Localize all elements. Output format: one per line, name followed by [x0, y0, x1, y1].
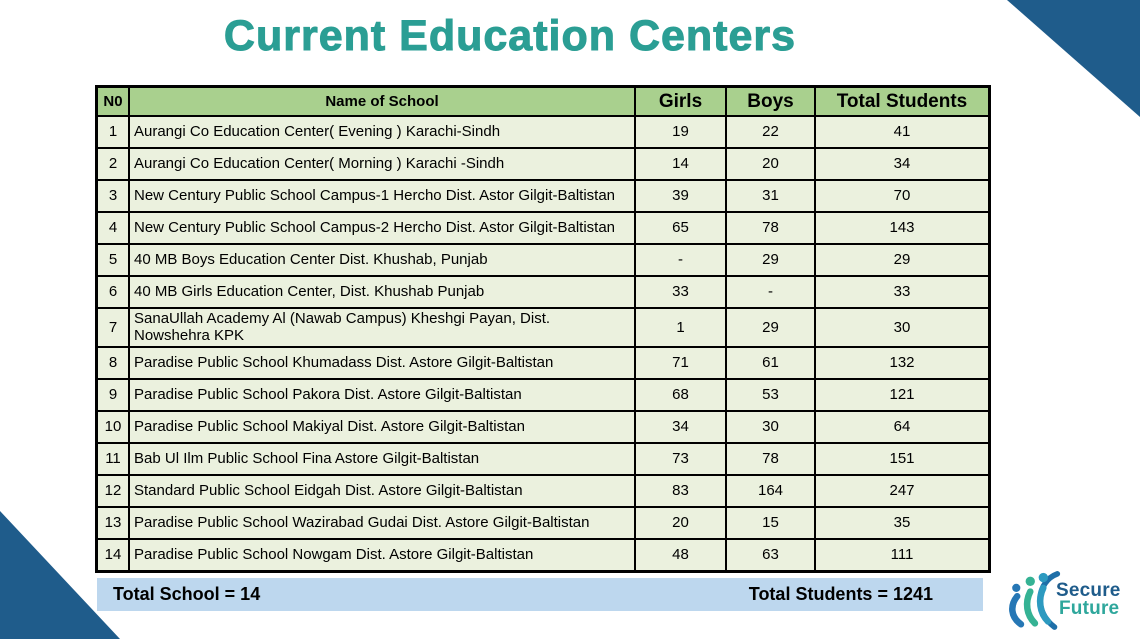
table-row: [97, 539, 990, 572]
table-row: [97, 148, 990, 180]
cell-no: 14: [97, 539, 130, 572]
cell-no: 11: [97, 443, 130, 475]
cell-total: 41: [815, 116, 990, 148]
table-row: [97, 212, 990, 244]
table-row: [97, 507, 990, 539]
table-row: [97, 475, 990, 507]
table-body: [97, 116, 990, 571]
cell-name: Bab Ul Ilm Public School Fina Astore Gilgit-Baltistan: [129, 443, 635, 475]
header-girls: Girls: [635, 87, 726, 117]
cell-name: Paradise Public School Khumadass Dist. Astore Gilgit-Baltistan: [129, 347, 635, 379]
cell-no: 6: [97, 276, 130, 308]
table-row: [97, 411, 990, 443]
cell-total: 247: [815, 475, 990, 507]
cell-name: Paradise Public School Makiyal Dist. Astore Gilgit-Baltistan: [129, 411, 635, 443]
header-name: Name of School: [129, 87, 635, 117]
cell-boys: 63: [726, 539, 815, 572]
cell-boys: 29: [726, 308, 815, 347]
cell-girls: 19: [635, 116, 726, 148]
cell-no: 8: [97, 347, 130, 379]
table-header-row: [97, 87, 990, 117]
cell-name: Standard Public School Eidgah Dist. Astore Gilgit-Baltistan: [129, 475, 635, 507]
cell-no: 5: [97, 244, 130, 276]
total-students-label: Total Students = 1241: [748, 584, 933, 604]
cell-total: 34: [815, 148, 990, 180]
cell-total: 64: [815, 411, 990, 443]
header-no: N0: [97, 87, 130, 117]
cell-total: 111: [815, 539, 990, 572]
cell-total: 29: [815, 244, 990, 276]
table-row: [97, 347, 990, 379]
logo-text-secure: Secure: [1056, 579, 1121, 601]
cell-total: 143: [815, 212, 990, 244]
cell-name: Paradise Public School Wazirabad Gudai Dist. Astore Gilgit-Baltistan: [129, 507, 635, 539]
cell-no: 13: [97, 507, 130, 539]
table-row: [97, 308, 990, 347]
cell-boys: 30: [726, 411, 815, 443]
cell-girls: 33: [635, 276, 726, 308]
header-boys: Boys: [726, 87, 815, 117]
cell-total: 33: [815, 276, 990, 308]
cell-boys: -: [726, 276, 815, 308]
cell-total: 132: [815, 347, 990, 379]
cell-name: Aurangi Co Education Center( Morning ) Karachi -Sindh: [129, 148, 635, 180]
cell-total: 70: [815, 180, 990, 212]
logo-figures-icon: [1006, 565, 1062, 635]
cell-name: Aurangi Co Education Center( Evening ) Karachi-Sindh: [129, 116, 635, 148]
table-row: [97, 276, 990, 308]
cell-girls: 68: [635, 379, 726, 411]
corner-triangle-top-right: [1007, 0, 1140, 117]
cell-girls: 65: [635, 212, 726, 244]
cell-name: Paradise Public School Pakora Dist. Astore Gilgit-Baltistan: [129, 379, 635, 411]
table-row: [97, 180, 990, 212]
cell-girls: 83: [635, 475, 726, 507]
cell-girls: 20: [635, 507, 726, 539]
cell-name: Paradise Public School Nowgam Dist. Astore Gilgit-Baltistan: [129, 539, 635, 572]
cell-no: 3: [97, 180, 130, 212]
cell-name: SanaUllah Academy Al (Nawab Campus) Kheshgi Payan, Dist. Nowshehra KPK: [129, 308, 635, 347]
cell-total: 35: [815, 507, 990, 539]
cell-boys: 78: [726, 443, 815, 475]
table-row: [97, 379, 990, 411]
cell-no: 10: [97, 411, 130, 443]
cell-total: 121: [815, 379, 990, 411]
total-school-label: Total School = 14: [113, 584, 261, 604]
cell-boys: 20: [726, 148, 815, 180]
cell-boys: 78: [726, 212, 815, 244]
table-row: [97, 116, 990, 148]
logo-wordmark: [1056, 579, 1121, 619]
cell-name: New Century Public School Campus-1 Hercho Dist. Astor Gilgit-Baltistan: [129, 180, 635, 212]
cell-name: 40 MB Boys Education Center Dist. Khushab, Punjab: [129, 244, 635, 276]
cell-girls: 34: [635, 411, 726, 443]
cell-no: 2: [97, 148, 130, 180]
cell-boys: 29: [726, 244, 815, 276]
cell-no: 1: [97, 116, 130, 148]
cell-girls: 14: [635, 148, 726, 180]
cell-no: 7: [97, 308, 130, 347]
totals-bar: [97, 578, 983, 611]
education-centers-table: [95, 85, 991, 573]
cell-girls: 73: [635, 443, 726, 475]
cell-boys: 61: [726, 347, 815, 379]
cell-name: New Century Public School Campus-2 Hercho Dist. Astor Gilgit-Baltistan: [129, 212, 635, 244]
cell-total: 30: [815, 308, 990, 347]
cell-girls: 71: [635, 347, 726, 379]
cell-boys: 53: [726, 379, 815, 411]
cell-name: 40 MB Girls Education Center, Dist. Khushab Punjab: [129, 276, 635, 308]
cell-girls: 48: [635, 539, 726, 572]
cell-girls: 39: [635, 180, 726, 212]
secure-future-logo: [1006, 564, 1138, 636]
cell-no: 12: [97, 475, 130, 507]
cell-boys: 15: [726, 507, 815, 539]
cell-boys: 22: [726, 116, 815, 148]
table-row: [97, 443, 990, 475]
cell-girls: 1: [635, 308, 726, 347]
page-title: Current Education Centers: [223, 12, 797, 60]
cell-no: 4: [97, 212, 130, 244]
cell-total: 151: [815, 443, 990, 475]
cell-no: 9: [97, 379, 130, 411]
header-total: Total Students: [815, 87, 990, 117]
cell-girls: -: [635, 244, 726, 276]
table-row: [97, 244, 990, 276]
logo-text-future: Future: [1059, 598, 1120, 619]
cell-boys: 164: [726, 475, 815, 507]
cell-boys: 31: [726, 180, 815, 212]
